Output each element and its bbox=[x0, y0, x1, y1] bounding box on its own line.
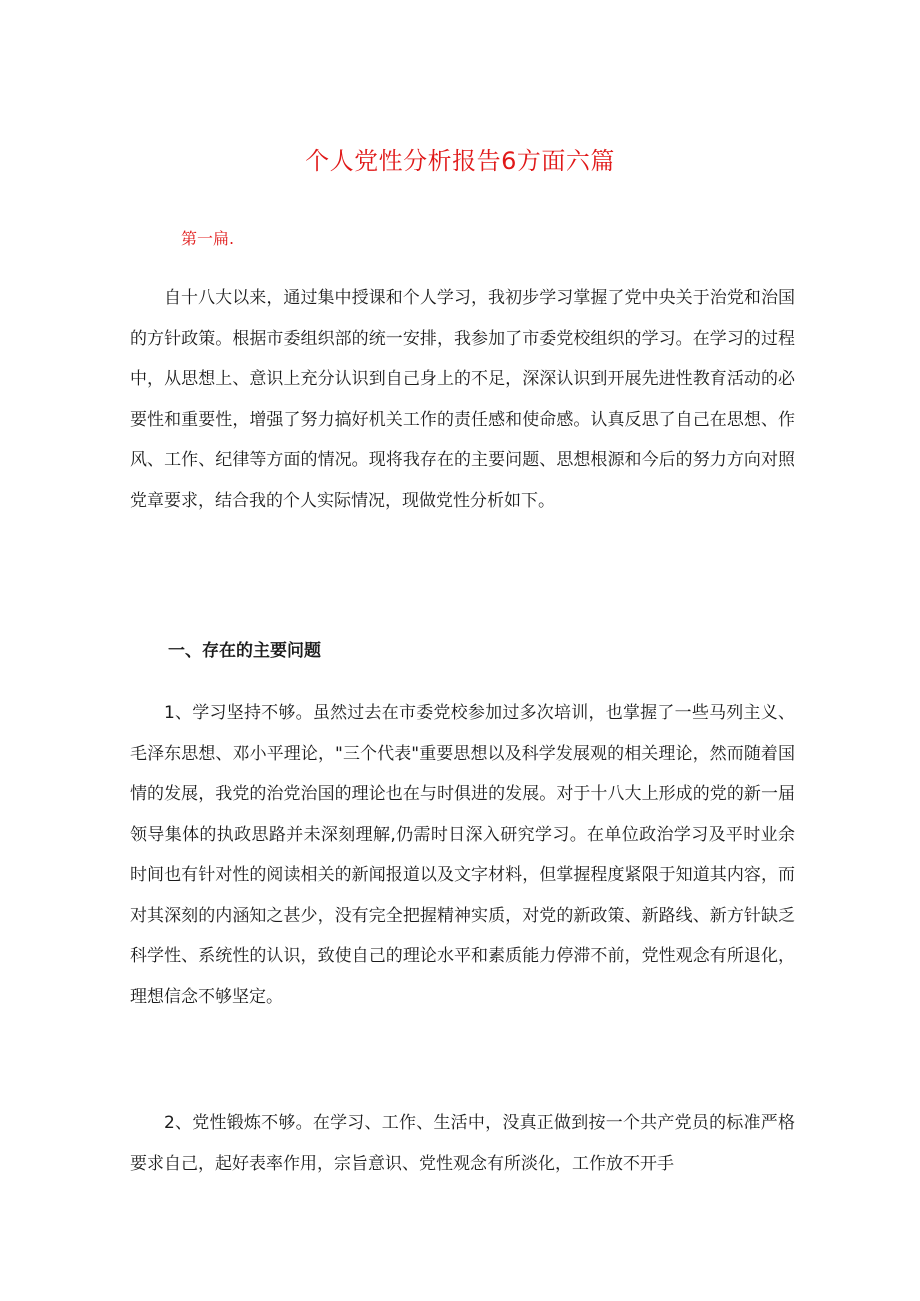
problem-item-1: 1、学习坚持不够。虽然过去在市委党校参加过多次培训，也掌握了一些马列主义、毛泽东思想、邓小平理论，"三个代表"重要思想以及科学发展观的相关理论，然而随着国情的发展，我党的治党治国的理论也在与时俱进的发展。对于十八大上形成的党的新一届领导集体的执政思路并未深刻理解,仍需时日深入研究学习。在单位政治学习及平时业余时间也有针对性的阅读相关的新闻报道以及文字材料，但掌握程度紧限于知道其内容，而对其深刻的内涵知之甚少，没有完全把握精神实质，对党的新政策、新路线、新方针缺乏科学性、系统性的认识，致使自己的理论水平和素质能力停滞不前，党性观念有所退化，理想信念不够坚定。 bbox=[130, 703, 795, 1007]
document-title: 个人党性分析报告6方面六篇 bbox=[305, 147, 615, 175]
section-label: 第一扁. bbox=[181, 229, 235, 248]
intro-paragraph: 自十八大以来，通过集中授课和个人学习，我初步学习掌握了党中央关于治党和治国的方针政策。根据市委组织部的统一安排，我参加了市委党校组织的学习。在学习的过程中，从思想上、意识上充分认识到自己身上的不足，深深认识到开展先进性教育活动的必要性和重要性，增强了努力搞好机关工作的责任感和使命感。认真反思了自己在思想、作风、工作、纪律等方面的情况。现将我存在的主要问题、思想根源和今后的努力方向对照党章要求，结合我的个人实际情况，现做党性分析如下。 bbox=[130, 288, 795, 511]
problem-item-2: 2、党性锻炼不够。在学习、工作、生活中，没真正做到按一个共产党员的标准严格要求自己，起好表率作用，宗旨意识、党性观念有所淡化，工作放不开手 bbox=[130, 1113, 795, 1174]
section-heading-problems: 一、存在的主要问题 bbox=[168, 641, 321, 661]
